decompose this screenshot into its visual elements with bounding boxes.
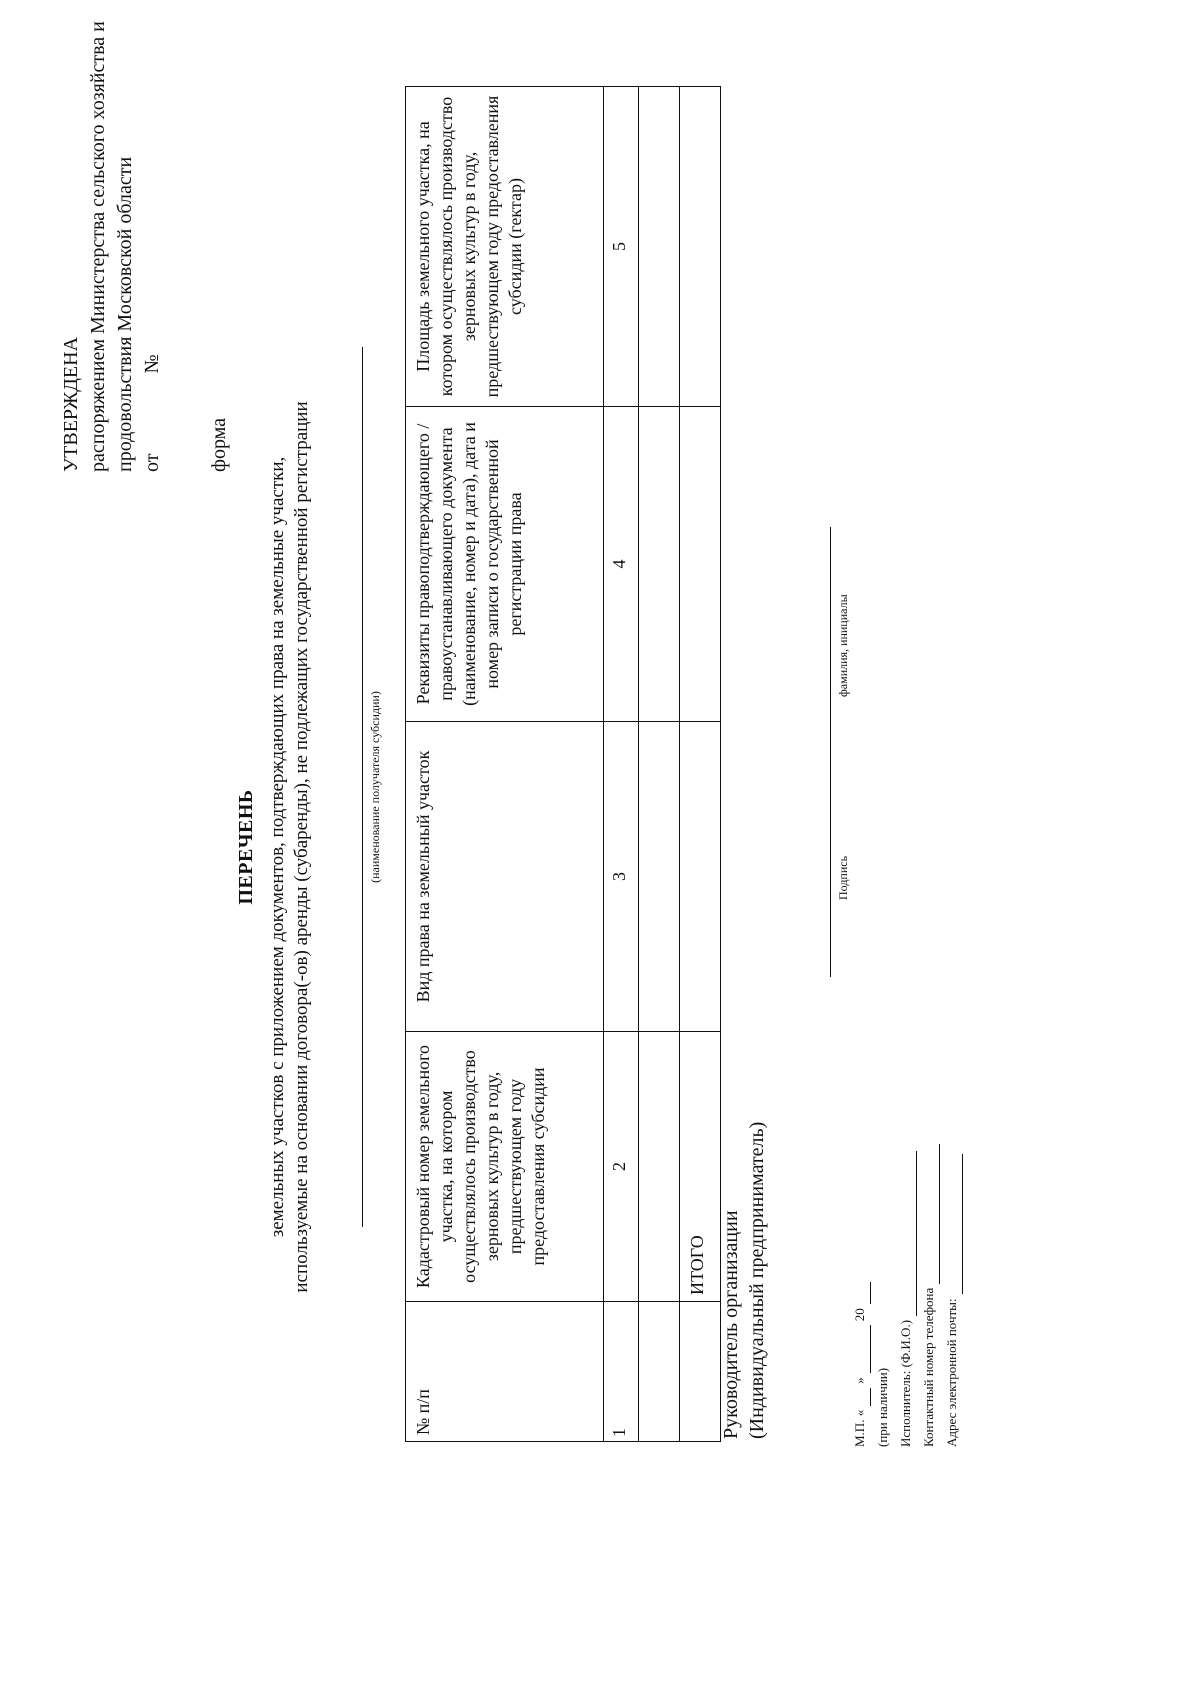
table-cell[interactable] — [639, 1032, 680, 1302]
column-number-cell: 3 — [604, 722, 639, 1032]
table-cell[interactable] — [680, 407, 721, 722]
column-number-cell: 1 — [604, 1302, 639, 1442]
recipient-name-line — [362, 347, 363, 1227]
head-subtitle: (Индивидуальный предприниматель) — [746, 1121, 768, 1439]
head-title: Руководитель организации — [720, 1210, 742, 1439]
table-cell[interactable] — [639, 407, 680, 722]
approval-line: распоряжением Министерства сельского хозяйства и — [87, 21, 109, 472]
footer-block — [848, 1140, 963, 1447]
header-document-details: Реквизиты правоподтверждающего /правоустанавливающего документа (наименование, номер и дата), дата и номер записи о государственной регистрации права — [406, 407, 604, 722]
title-line: земельных участков с приложением документов, подтверждающих права на земельные участки, — [267, 456, 288, 1238]
table-cell[interactable] — [639, 87, 680, 407]
header-right-type: Вид права на земельный участок — [406, 722, 604, 1032]
document-title — [235, 352, 314, 1342]
approval-heading: УТВЕРЖДЕНА — [60, 336, 82, 472]
title-heading: ПЕРЕЧЕНЬ — [235, 789, 257, 905]
executor-label: Исполнитель: (Ф.И.О.) — [898, 1319, 913, 1447]
year-prefix: 20 — [852, 1308, 867, 1322]
email-row — [940, 1140, 963, 1447]
head-of-organization — [718, 1122, 770, 1439]
column-number-cell: 2 — [604, 1032, 639, 1302]
if-any-note: (при наличии) — [875, 1367, 890, 1447]
table-cell[interactable] — [680, 722, 721, 1032]
phone-row — [917, 1140, 940, 1447]
table-header-row — [406, 87, 604, 1442]
form-label: форма — [208, 417, 230, 472]
column-number-cell: 5 — [604, 87, 639, 407]
email-label: Адрес электронной почты: — [944, 1298, 959, 1447]
title-line: используемые на основании договора(-ов) аренды (субаренды), не подлежащих государственной регистрации — [291, 401, 312, 1293]
header-area: Площадь земельного участка, на котором осуществлялось производство зерновых культур в году, предшествующем году предоставления субсидии (гектар) — [406, 87, 604, 407]
column-number-cell: 4 — [604, 407, 639, 722]
day-field[interactable] — [856, 1388, 871, 1406]
approval-block — [58, 21, 233, 472]
executor-row — [894, 1140, 917, 1447]
land-plots-table — [405, 86, 721, 1442]
number-label: № — [141, 354, 163, 374]
stamp-label: М.П. « — [852, 1409, 867, 1447]
approval-date-row — [139, 21, 166, 472]
date-label: от — [141, 453, 163, 472]
month-field[interactable] — [856, 1325, 871, 1373]
table-cell[interactable] — [639, 1302, 680, 1442]
table-cell[interactable] — [639, 722, 680, 1032]
total-label: ИТОГО — [680, 1032, 721, 1302]
stamp-date-row — [848, 1140, 871, 1447]
executor-field[interactable] — [902, 1151, 917, 1316]
name-line[interactable] — [830, 527, 831, 777]
header-number: № п/п — [406, 1302, 604, 1442]
email-field[interactable] — [948, 1154, 963, 1294]
table-row — [680, 87, 721, 1442]
signature-line[interactable] — [830, 777, 831, 977]
table-row — [639, 87, 680, 1442]
signature-caption: Подпись — [836, 855, 850, 900]
table-cell[interactable] — [680, 1302, 721, 1442]
name-caption: фамилия, инициалы — [836, 594, 850, 697]
phone-label: Контактный номер телефона — [921, 1287, 936, 1447]
approval-line: продовольствия Московской области — [114, 156, 136, 472]
year-field[interactable] — [856, 1282, 871, 1304]
quote-close: » — [852, 1377, 867, 1384]
table-cell[interactable] — [680, 87, 721, 407]
header-cadastral-number: Кадастровый номер земельного участка, на котором осуществлялось производство зерновых культур в году, предшествующем году предоставления субсидии — [406, 1032, 604, 1302]
table-row — [604, 87, 639, 1442]
recipient-caption: (наименование получателя субсидии) — [368, 691, 382, 883]
phone-field[interactable] — [925, 1144, 940, 1284]
